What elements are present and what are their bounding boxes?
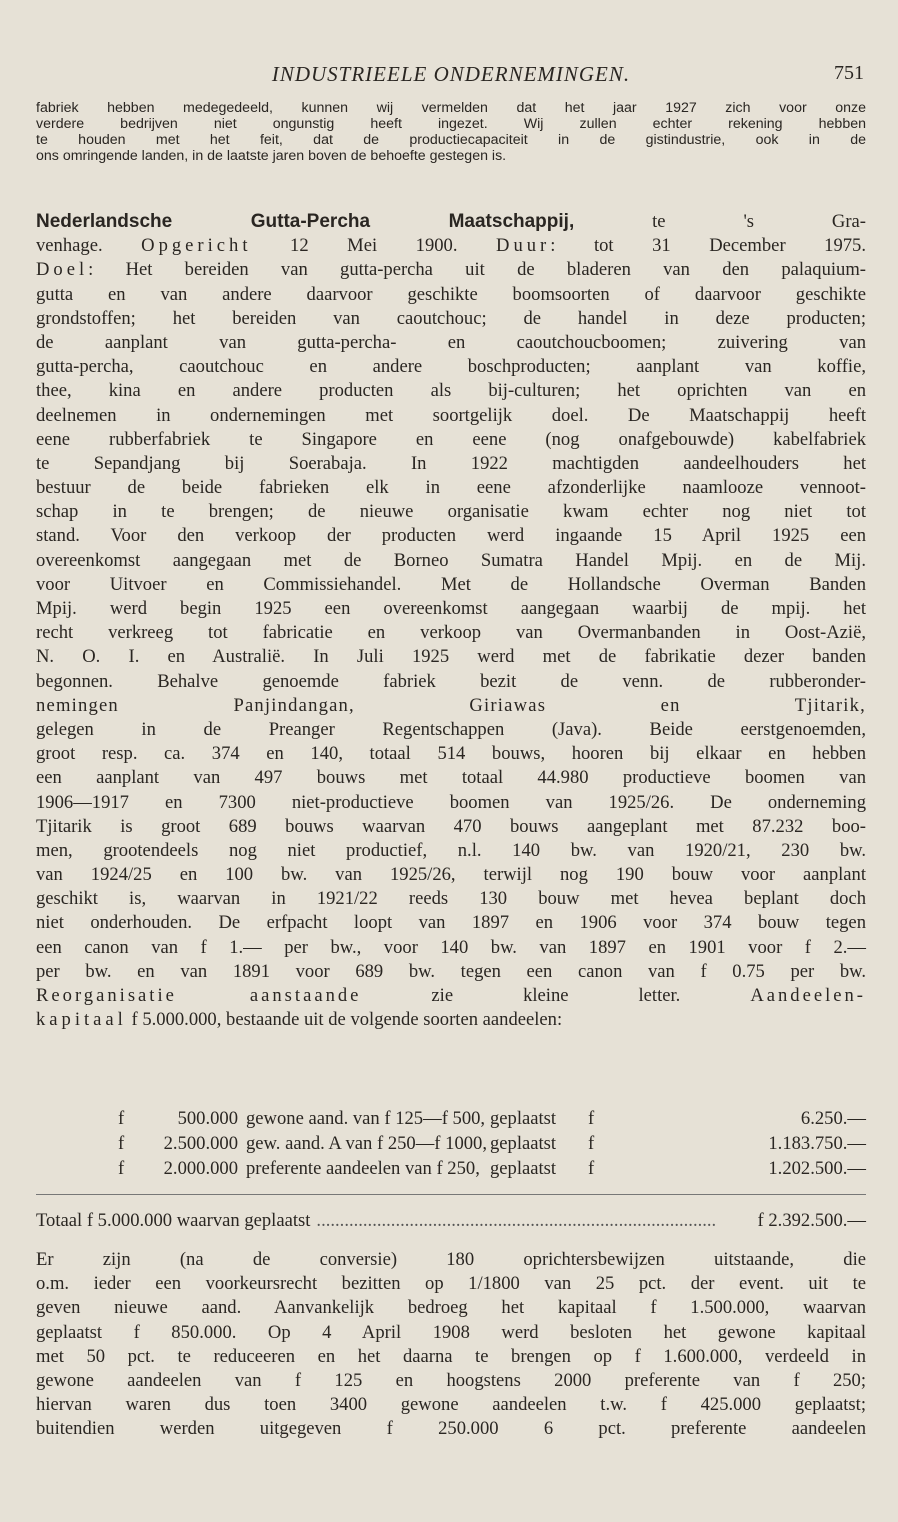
total-value: f 2.392.500.— — [757, 1210, 866, 1231]
share-description: gew. aand. A van f 250—f 1000, — [246, 1133, 487, 1154]
body-line: recht verkreeg tot fabricatie en verkoop van Overmanbanden in Oost-Azië, — [36, 622, 866, 644]
placed-value: 1.183.750.— — [768, 1133, 866, 1154]
company-location: te 's Gra- — [574, 211, 866, 232]
currency-sign: f — [588, 1108, 595, 1129]
duration-text: : tot 31 December 1975. — [550, 235, 867, 257]
share-table — [118, 1106, 866, 1181]
currency-sign: f — [118, 1133, 125, 1154]
reorganisation-text: zie kleine letter. — [361, 985, 751, 1006]
table-rule — [36, 1194, 866, 1195]
body-line: gewone aandeelen van f 125 en hoogstens 2000 preferente van f 250; — [36, 1369, 866, 1391]
location-text: venhage. — [36, 235, 142, 257]
body-line: Tjitarik is groot 689 bouws waarvan 470 bouws aangeplant met 87.232 boo- — [36, 815, 866, 837]
body-line: Er zijn (na de conversie) 180 oprichtersbewijzen uitstaande, die — [36, 1249, 866, 1270]
placed-label: geplaatst — [490, 1133, 557, 1154]
share-row — [118, 1106, 866, 1131]
intro-line: ons omringende landen, in de laatste jaren boven de behoefte gestegen is. — [36, 148, 507, 164]
placed-label: geplaatst — [490, 1108, 557, 1129]
body-line: een canon van f 1.— per bw., voor 140 bw. van 1897 en 1901 voor f 2.— — [36, 936, 866, 958]
placed-label: geplaatst — [490, 1158, 557, 1179]
reorganisation-line — [36, 984, 866, 1008]
duur-label: Duur — [496, 235, 551, 257]
currency-sign: f — [588, 1158, 595, 1179]
body-line: geschikt is, waarvan in 1921/22 reeds 130 bouw met hevea beplant doch — [36, 888, 866, 910]
body-line: gutta en van andere daarvoor geschikte boomsoorten of daarvoor geschikte — [36, 283, 866, 305]
share-amount: 500.000 — [177, 1108, 238, 1129]
share-row — [118, 1131, 866, 1156]
body-line: N. O. I. en Australië. In Juli 1925 werd met de fabrikatie dezer banden — [36, 646, 866, 668]
body-line: 1906—1917 en 7300 niet-productieve boomen van 1925/26. De onderneming — [36, 791, 866, 813]
body-line: eene rubberfabriek te Singapore en eene (nog onafgebouwde) kabelfabriek — [36, 428, 866, 450]
currency-sign: f — [118, 1108, 125, 1129]
share-description: gewone aand. van f 125—f 500, — [246, 1108, 486, 1129]
body-line: te Sepandjang bij Soerabaja. In 1922 machtigden aandeelhouders het — [36, 452, 866, 474]
body-line: groot resp. ca. 374 en 140, totaal 514 bouws, hooren bij elkaar en hebben — [36, 743, 866, 765]
body-line: grondstoffen; het bereiden van caoutchouc; de handel in deze producten; — [36, 307, 866, 329]
body-line: per bw. en van 1891 voor 689 bw. tegen een canon van f 0.75 per bw. — [36, 960, 866, 982]
total-label: Totaal f 5.000.000 waarvan geplaatst — [36, 1210, 311, 1231]
intro-paragraph — [36, 100, 866, 164]
share-capital-line — [36, 1008, 866, 1032]
body-line: deelnemen in ondernemingen met soortgelijk doel. De Maatschappij heeft — [36, 404, 866, 426]
company-name: Nederlandsche Gutta-Percha Maatschappij, — [36, 211, 575, 232]
body-line: gutta-percha, caoutchouc en andere boschproducten; aanplant van koffie, — [36, 356, 866, 378]
body-line: begonnen. Behalve genoemde fabriek bezit de venn. de rubberonder- — [36, 670, 866, 692]
closing-paragraph — [36, 1248, 866, 1442]
body-line: van 1924/25 en 100 bw. van 1925/26, terwijl nog 190 bouw voor aanplant — [36, 864, 866, 886]
body-line: schap in te brengen; de nieuwe organisatie kwam echter nog niet tot — [36, 501, 866, 523]
share-amount: 2.500.000 — [163, 1133, 238, 1154]
body-line: men, grootendeels nog niet productief, n.l. 140 bw. van 1920/21, 230 bw. — [36, 839, 866, 861]
total-row — [36, 1208, 866, 1233]
intro-line: te houden met het feit, dat de productiecapaciteit in de gistindustrie, ook in de — [36, 132, 866, 148]
intro-line: verdere bedrijven niet ongunstig heeft ingezet. Wij zullen echter rekening hebben — [36, 116, 866, 132]
share-description: preferente aandeelen van f 250, — [246, 1158, 480, 1179]
body-line: hiervan waren dus toen 3400 gewone aandeelen t.w. f 425.000 geplaatst; — [36, 1394, 866, 1416]
opgericht-label: Opgericht — [141, 235, 252, 257]
placed-value: 6.250.— — [800, 1108, 866, 1129]
founding-date: 12 Mei 1900. — [251, 235, 497, 257]
total-line — [36, 1208, 866, 1233]
placed-value: 1.202.500.— — [768, 1158, 866, 1179]
intro-line: fabriek hebben medegedeeld, kunnen wij vermelden dat het jaar 1927 zich voor onze — [36, 100, 866, 116]
body-line: o.m. ieder een voorkeursrecht bezitten op 1/1800 van 25 pct. der event. uit te — [36, 1273, 866, 1295]
reorganisation-label: Reorganisatie aanstaande — [36, 985, 362, 1006]
share-amount: 2.000.000 — [163, 1158, 238, 1179]
page-header — [38, 62, 864, 90]
body-line: overeenkomst aangegaan met de Borneo Sumatra Handel Mpij. en de Mij. — [36, 549, 866, 571]
share-capital-label-b: kapitaal — [36, 1009, 127, 1031]
body-line: geplaatst f 850.000. Op 4 April 1908 werd besloten het gewone kapitaal — [36, 1321, 866, 1343]
leader-dots: ...................................................................................... — [316, 1210, 717, 1231]
body-line: buitendien werden uitgegeven f 250.000 6 pct. preferente aandeelen — [36, 1418, 866, 1440]
body-line: een aanplant van 497 bouws met totaal 44.980 productieve boomen van — [36, 767, 866, 789]
purpose-line — [36, 258, 866, 282]
body-line: niet onderhouden. De erfpacht loopt van 1897 en 1906 voor 374 bouw tegen — [36, 912, 866, 934]
body-line: stand. Voor den verkoop der producten werd ingaande 15 April 1925 een — [36, 525, 866, 547]
body-line: gelegen in de Preanger Regentschappen (Java). Beide eerstgenoemden, — [36, 718, 866, 740]
page-number: 751 — [834, 62, 864, 84]
currency-sign: f — [118, 1158, 125, 1179]
share-row — [118, 1156, 866, 1181]
running-title: INDUSTRIEELE ONDERNEMINGEN. — [271, 62, 631, 86]
body-line: bestuur de beide fabrieken elk in eene afzonderlijke naamlooze vennoot- — [36, 477, 866, 499]
purpose-text: : Het bereiden van gutta-percha uit de bladeren van den palaquium- — [88, 259, 866, 281]
body-line: thee, kina en andere producten als bij-culturen; het oprichten van en — [36, 380, 866, 402]
body-line: voor Uitvoer en Commissiehandel. Met de Hollandsche Overman Banden — [36, 573, 866, 595]
founding-line — [36, 234, 866, 258]
share-capital-text: f 5.000.000, bestaande uit de volgende soorten aandeelen: — [126, 1009, 563, 1031]
body-line: Mpij. werd begin 1925 een overeenkomst aangegaan waarbij de mpij. het — [36, 598, 866, 619]
company-heading-line — [36, 210, 866, 234]
body-line-plantations: nemingen Panjindangan, Giriawas en Tjitarik, — [36, 694, 866, 716]
share-capital-label-a: Aandeelen- — [750, 985, 866, 1006]
body-line: de aanplant van gutta-percha- en caoutchoucboomen; zuivering van — [36, 331, 866, 353]
body-line: geven nieuwe aand. Aanvankelijk bedroeg het kapitaal f 1.500.000, waarvan — [36, 1297, 866, 1319]
currency-sign: f — [588, 1133, 595, 1154]
company-entry — [36, 210, 866, 1032]
doel-label: Doel — [36, 259, 89, 281]
body-line: met 50 pct. te reduceeren en het daarna te brengen op f 1.600.000, verdeeld in — [36, 1345, 866, 1367]
